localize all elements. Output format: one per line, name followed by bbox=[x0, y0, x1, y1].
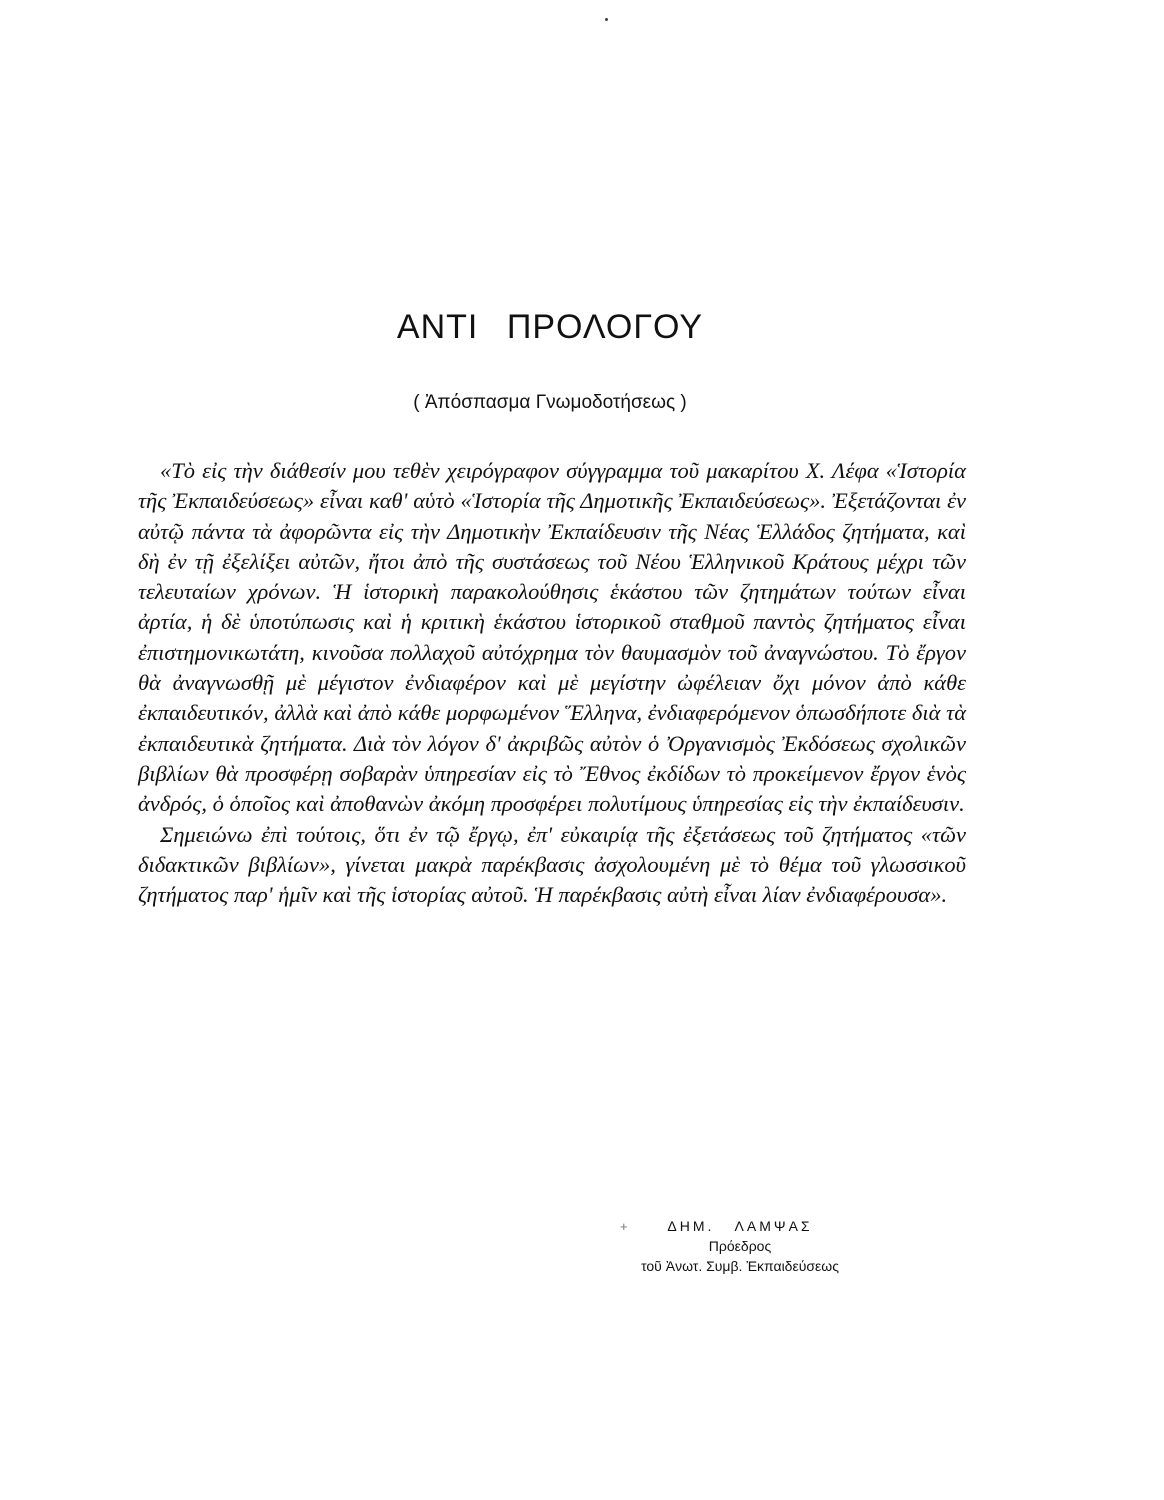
page-subtitle: ( Ἀπόσπασμα Γνωμοδοτήσεως ) bbox=[413, 392, 687, 413]
signature-name: ΔΗΜ. ΛΑΜΨΑΣ bbox=[667, 1218, 813, 1234]
print-speck bbox=[605, 18, 608, 21]
signature-role: Πρόεδρος bbox=[708, 1238, 772, 1254]
signature-affiliation: τοῦ Ἀνωτ. Συμβ. Ἐκπαιδεύσεως bbox=[641, 1258, 839, 1274]
paragraph-1: «Τὸ εἰς τὴν διάθεσίν μου τεθὲν χειρόγραφον σύγγραμμα τοῦ μακαρίτου Χ. Λέφα «Ἱστορία τῆς Ἐκπαιδεύσεως» εἶναι καθ' αὑτὸ «Ἱστορία τῆς Δημοτικῆς Ἐκπαιδεύσεως». Ἐξετάζονται ἐν αὐτῷ πάντα τὰ ἀφορῶντα εἰς τὴν Δημοτικὴν Ἐκπαίδευσιν τῆς Νέας Ἑλλάδος ζητήματα, καὶ δὴ ἐν τῇ ἐξελίξει αὐτῶν, ἤτοι ἀπὸ τῆς συστάσεως τοῦ Νέου Ἑλληνικοῦ Κράτους μέχρι τῶν τελευταίων χρόνων. Ἡ ἱστορικὴ παρακολούθησις ἑκάστου τῶν ζητημάτων τούτων εἶναι ἀρτία, ἡ δὲ ὑποτύπωσις καὶ ἡ κριτικὴ ἑκάστου ἱστορικοῦ σταθμοῦ παντὸς ζητήματος εἶναι ἐπιστημονικωτάτη, κινοῦσα πολλαχοῦ αὐτόχρημα τὸν θαυμασμὸν τοῦ ἀναγνώστου. Τὸ ἔργον θὰ ἀναγνωσθῇ μὲ μέγιστον ἐνδιαφέρον καὶ μὲ μεγίστην ὠφέλειαν ὄχι μόνον ἀπὸ κάθε ἐκπαιδευτικόν, ἀλλὰ καὶ ἀπὸ κάθε μορφωμένον Ἕλληνα, ἐνδιαφερόμενον ὁπωσδήποτε διὰ τὰ ἐκπαιδευτικὰ ζητήματα. Διὰ τὸν λόγον δ' ἀκριβῶς αὐτὸν ὁ Ὀργανισμὸς Ἐκδόσεως σχολικῶν βιβλίων θὰ προσφέρῃ σοβαρὰν ὑπηρεσίαν εἰς τὸ Ἔθνος ἐκδίδων τὸ προκείμενον ἔργον ἑνὸς ἀνδρός, ὁ ὁποῖος καὶ ἀποθανὼν ἀκόμη προσφέρει πολυτίμους ὑπηρεσίας εἰς τὴν ἐκπαίδευσιν. bbox=[138, 458, 966, 817]
paragraph-2: Σημειώνω ἐπὶ τούτοις, ὅτι ἐν τῷ ἔργῳ, ἐπ' εὐκαιρίᾳ τῆς ἐξετάσεως τοῦ ζητήματος «τῶν διδακτικῶν βιβλίων», γίνεται μακρὰ παρέκβασις ἀσχολουμένη μὲ τὸ θέμα τοῦ γλωσσικοῦ ζητήματος παρ' ἡμῖν καὶ τῆς ἱστορίας αὐτοῦ. Ἡ παρέκβασις αὐτὴ εἶναι λίαν ἐνδιαφέρουσα». bbox=[138, 821, 966, 908]
signature-mark: + bbox=[620, 1219, 628, 1234]
page-title: ΑΝΤΙ ΠΡΟΛΟΓΟΥ bbox=[396, 308, 704, 346]
signature-block bbox=[560, 1216, 920, 1276]
body-text bbox=[138, 456, 966, 910]
